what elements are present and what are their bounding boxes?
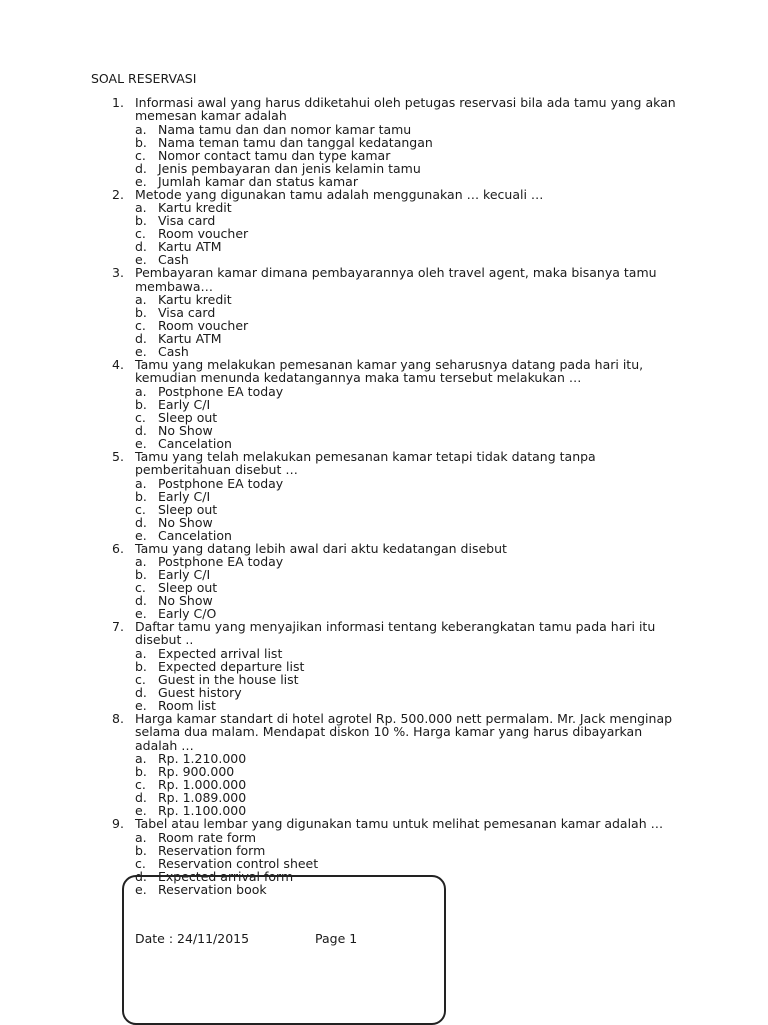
option-letter: a. bbox=[135, 751, 147, 767]
option-letter: e. bbox=[135, 527, 147, 543]
option-text: Nomor contact tamu dan type kamar bbox=[158, 147, 391, 163]
option-text: Rp. 1.000.000 bbox=[158, 777, 247, 793]
question-number: 6. bbox=[112, 540, 124, 556]
option-text: Kartu ATM bbox=[158, 239, 222, 255]
option-text: Reservation form bbox=[158, 842, 266, 858]
footer-page-number: Page 1 bbox=[315, 931, 358, 946]
option-letter: a. bbox=[135, 292, 147, 308]
option-text: Early C/O bbox=[158, 606, 217, 622]
option-text: Room rate form bbox=[158, 829, 257, 845]
answer-option bbox=[135, 594, 678, 607]
option-letter: a. bbox=[135, 200, 147, 216]
answer-option bbox=[135, 686, 678, 699]
option-letter: d. bbox=[135, 868, 147, 884]
option-text: Guest in the house list bbox=[158, 671, 299, 687]
option-text: Expected departure list bbox=[158, 658, 305, 674]
option-letter: a. bbox=[135, 121, 147, 137]
option-text: Kartu kredit bbox=[158, 200, 232, 216]
option-letter: e. bbox=[135, 435, 147, 451]
option-text: Room voucher bbox=[158, 318, 249, 334]
question-text: Tamu yang telah melakukan pemesanan kamar tetapi tidak datang tanpa pemberitahuan disebut … bbox=[135, 448, 596, 478]
question-text: Tamu yang melakukan pemesanan kamar yang seharusnya datang pada hari itu, kemudian menunda kedatangannya maka tamu tersebut melakukan … bbox=[135, 357, 644, 386]
option-letter: a. bbox=[135, 554, 147, 570]
question-number: 8. bbox=[112, 710, 124, 726]
option-text: No Show bbox=[158, 514, 213, 530]
option-letter: c. bbox=[135, 855, 146, 871]
option-letter: e. bbox=[135, 606, 147, 622]
answer-option bbox=[135, 201, 678, 214]
answer-option bbox=[135, 529, 678, 542]
option-text: Kartu ATM bbox=[158, 331, 222, 347]
option-letter: c. bbox=[135, 318, 146, 334]
question-text: Tamu yang datang lebih awal dari aktu kedatangan disebut bbox=[135, 540, 507, 556]
answer-option bbox=[135, 123, 678, 136]
option-text: Visa card bbox=[158, 213, 216, 229]
option-letter: c. bbox=[135, 671, 146, 687]
option-text: No Show bbox=[158, 422, 213, 438]
question-8 bbox=[108, 712, 678, 817]
answer-option bbox=[135, 398, 678, 411]
question-number: 2. bbox=[112, 186, 124, 202]
option-text: Early C/I bbox=[158, 567, 211, 583]
question-1 bbox=[108, 96, 678, 188]
option-text: Rp. 900.000 bbox=[158, 764, 235, 780]
option-letter: d. bbox=[135, 331, 147, 347]
option-text: Room voucher bbox=[158, 226, 249, 242]
option-text: Sleep out bbox=[158, 501, 218, 517]
option-letter: c. bbox=[135, 580, 146, 596]
question-4 bbox=[108, 358, 678, 450]
answer-option bbox=[135, 437, 678, 450]
option-letter: b. bbox=[135, 213, 147, 229]
option-letter: d. bbox=[135, 593, 147, 609]
footer-box bbox=[122, 875, 446, 1025]
option-letter: b. bbox=[135, 396, 147, 412]
answer-option bbox=[135, 555, 678, 568]
answer-option bbox=[135, 503, 678, 516]
answer-option bbox=[135, 149, 678, 162]
option-text: Reservation control sheet bbox=[158, 855, 319, 871]
option-letter: e. bbox=[135, 173, 147, 189]
option-text: Rp. 1.210.000 bbox=[158, 751, 247, 767]
option-letter: b. bbox=[135, 305, 147, 321]
answer-option bbox=[135, 424, 678, 437]
answer-option bbox=[135, 385, 678, 398]
answer-option bbox=[135, 673, 678, 686]
answer-option bbox=[135, 411, 678, 424]
option-letter: b. bbox=[135, 658, 147, 674]
option-text: Nama tamu dan dan nomor kamar tamu bbox=[158, 121, 412, 137]
option-text: Rp. 1.089.000 bbox=[158, 790, 247, 806]
option-text: Jenis pembayaran dan jenis kelamin tamu bbox=[158, 160, 421, 176]
option-letter: c. bbox=[135, 777, 146, 793]
option-text: Visa card bbox=[158, 305, 216, 321]
option-text: Early C/I bbox=[158, 488, 211, 504]
option-letter: c. bbox=[135, 147, 146, 163]
answer-option bbox=[135, 660, 678, 673]
answer-option bbox=[135, 477, 678, 490]
answer-option bbox=[135, 332, 678, 345]
answer-option bbox=[135, 699, 678, 712]
option-letter: b. bbox=[135, 488, 147, 504]
option-text: Reservation book bbox=[158, 881, 267, 897]
option-text: Rp. 1.100.000 bbox=[158, 803, 247, 819]
answer-option bbox=[135, 175, 678, 188]
answer-option bbox=[135, 490, 678, 503]
option-text: Cancelation bbox=[158, 435, 232, 451]
answer-option bbox=[135, 240, 678, 253]
option-letter: e. bbox=[135, 881, 147, 897]
option-text: Jumlah kamar dan status kamar bbox=[158, 173, 358, 189]
option-letter: a. bbox=[135, 645, 147, 661]
option-text: Postphone EA today bbox=[158, 475, 284, 491]
option-text: Cash bbox=[158, 252, 189, 268]
option-letter: d. bbox=[135, 160, 147, 176]
question-text: Daftar tamu yang menyajikan informasi tentang keberangkatan tamu pada hari itu disebut .. bbox=[135, 619, 656, 648]
option-letter: d. bbox=[135, 239, 147, 255]
question-7 bbox=[108, 620, 678, 712]
option-letter: a. bbox=[135, 475, 147, 491]
option-text: Kartu kredit bbox=[158, 292, 232, 308]
question-number: 1. bbox=[112, 95, 124, 110]
document-title: SOAL RESERVASI bbox=[91, 71, 197, 86]
option-letter: b. bbox=[135, 842, 147, 858]
option-text: Expected arrival list bbox=[158, 645, 283, 661]
question-number: 5. bbox=[112, 448, 124, 464]
question-2 bbox=[108, 188, 678, 266]
option-letter: c. bbox=[135, 226, 146, 242]
option-letter: e. bbox=[135, 344, 147, 360]
option-text: Expected arrival form bbox=[158, 868, 294, 884]
question-list bbox=[108, 96, 678, 896]
option-text: Nama teman tamu dan tanggal kedatangan bbox=[158, 134, 433, 150]
option-letter: d. bbox=[135, 514, 147, 530]
option-letter: e. bbox=[135, 252, 147, 268]
option-letter: d. bbox=[135, 790, 147, 806]
question-text: Tabel atau lembar yang digunakan tamu untuk melihat pemesanan kamar adalah … bbox=[135, 816, 664, 832]
question-text: Informasi awal yang harus ddiketahui oleh petugas reservasi bila ada tamu yang akan memesan kamar adalah bbox=[135, 95, 676, 124]
option-text: No Show bbox=[158, 593, 213, 609]
option-text: Cancelation bbox=[158, 527, 232, 543]
answer-option bbox=[135, 136, 678, 149]
question-number: 3. bbox=[112, 265, 124, 281]
question-5 bbox=[108, 450, 678, 542]
answer-option bbox=[135, 844, 678, 857]
question-number: 4. bbox=[112, 357, 124, 373]
option-letter: e. bbox=[135, 803, 147, 819]
option-text: Cash bbox=[158, 344, 189, 360]
option-text: Postphone EA today bbox=[158, 383, 284, 399]
answer-option bbox=[135, 581, 678, 594]
option-text: Sleep out bbox=[158, 580, 218, 596]
option-text: Postphone EA today bbox=[158, 554, 284, 570]
question-text: Harga kamar standart di hotel agrotel Rp. 500.000 nett permalam. Mr. Jack menginap selama dua malam. Mendapat diskon 10 %. Harga kamar yang harus dibayarkan adalah … bbox=[135, 710, 673, 753]
answer-option bbox=[135, 516, 678, 529]
question-text: Pembayaran kamar dimana pembayarannya oleh travel agent, maka bisanya tamu membawa… bbox=[135, 265, 657, 294]
answer-option bbox=[135, 293, 678, 306]
option-text: Room list bbox=[158, 697, 216, 713]
answer-option bbox=[135, 831, 678, 844]
option-letter: b. bbox=[135, 567, 147, 583]
question-text: Metode yang digunakan tamu adalah menggunakan … kecuali … bbox=[135, 186, 544, 202]
option-text: Early C/I bbox=[158, 396, 211, 412]
footer-date: Date : 24/11/2015 bbox=[135, 931, 250, 946]
answer-option bbox=[135, 162, 678, 175]
option-letter: b. bbox=[135, 134, 147, 150]
option-letter: d. bbox=[135, 422, 147, 438]
option-text: Sleep out bbox=[158, 409, 218, 425]
question-3 bbox=[108, 266, 678, 358]
option-letter: c. bbox=[135, 409, 146, 425]
option-letter: a. bbox=[135, 829, 147, 845]
question-6 bbox=[108, 542, 678, 620]
option-letter: a. bbox=[135, 383, 147, 399]
question-number: 9. bbox=[112, 816, 124, 832]
option-letter: c. bbox=[135, 501, 146, 517]
option-letter: b. bbox=[135, 764, 147, 780]
question-number: 7. bbox=[112, 619, 124, 635]
answer-option bbox=[135, 647, 678, 660]
answer-option bbox=[135, 857, 678, 870]
option-letter: e. bbox=[135, 697, 147, 713]
option-text: Guest history bbox=[158, 684, 242, 700]
option-letter: d. bbox=[135, 684, 147, 700]
